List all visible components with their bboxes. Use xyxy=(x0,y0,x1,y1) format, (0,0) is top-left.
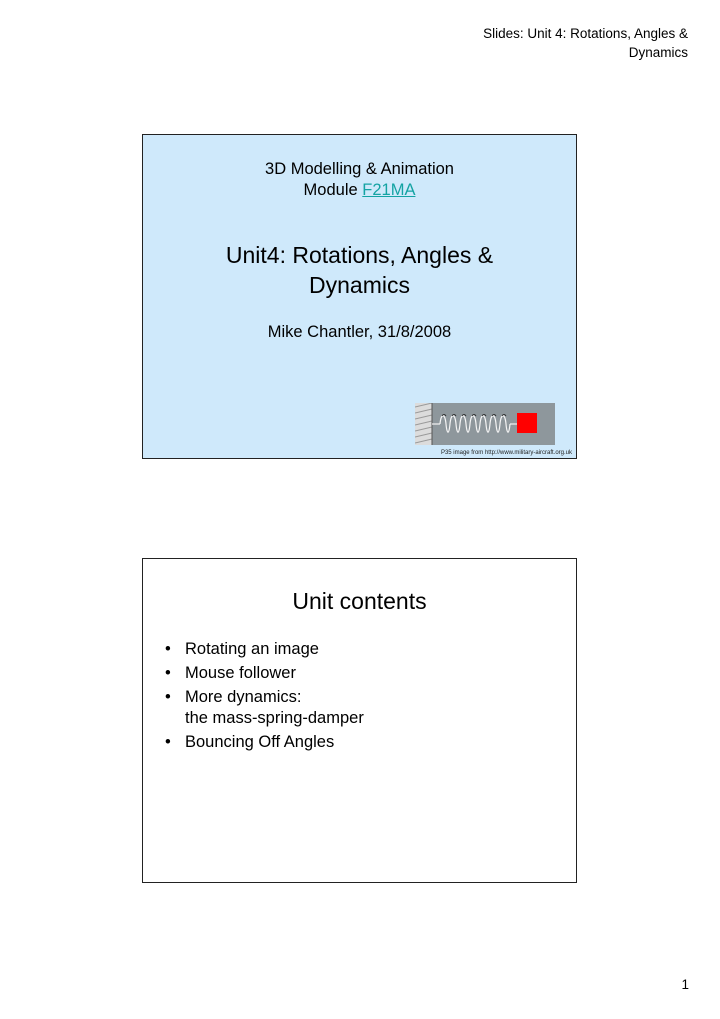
document-header xyxy=(388,24,688,62)
list-item-text: More dynamics: xyxy=(185,688,302,706)
title-slide xyxy=(142,134,577,459)
author-date: Mike Chantler, 31/8/2008 xyxy=(267,323,452,341)
mass-block xyxy=(517,413,537,433)
course-name xyxy=(143,159,576,201)
course-line: 3D Modelling & Animation xyxy=(265,160,454,178)
slide-title xyxy=(143,240,576,300)
list-item xyxy=(165,732,560,753)
module-line xyxy=(143,180,576,201)
header-line-1: Slides: Unit 4: Rotations, Angles & xyxy=(483,26,688,41)
image-credit: P35 image from http://www.military-aircraft.org.uk xyxy=(440,450,572,456)
list-item-text: Bouncing Off Angles xyxy=(185,733,335,751)
contents-list xyxy=(165,639,560,756)
page-number: 1 xyxy=(681,977,689,992)
list-item-subtext: the mass-spring-damper xyxy=(185,709,364,727)
contents-title: Unit contents xyxy=(292,588,427,614)
list-item xyxy=(165,639,560,660)
module-prefix: Module xyxy=(303,181,358,199)
mass-spring-damper-image xyxy=(415,403,555,445)
list-item xyxy=(165,663,560,684)
list-item xyxy=(165,687,560,729)
list-item-text: Rotating an image xyxy=(185,640,319,658)
contents-slide xyxy=(142,558,577,883)
header-line-2: Dynamics xyxy=(628,45,688,60)
module-link[interactable]: F21MA xyxy=(362,181,416,199)
slide-title-line-1: Unit4: Rotations, Angles & xyxy=(225,242,494,268)
list-item-text: Mouse follower xyxy=(185,664,296,682)
slide-title-line-2: Dynamics xyxy=(309,272,410,298)
